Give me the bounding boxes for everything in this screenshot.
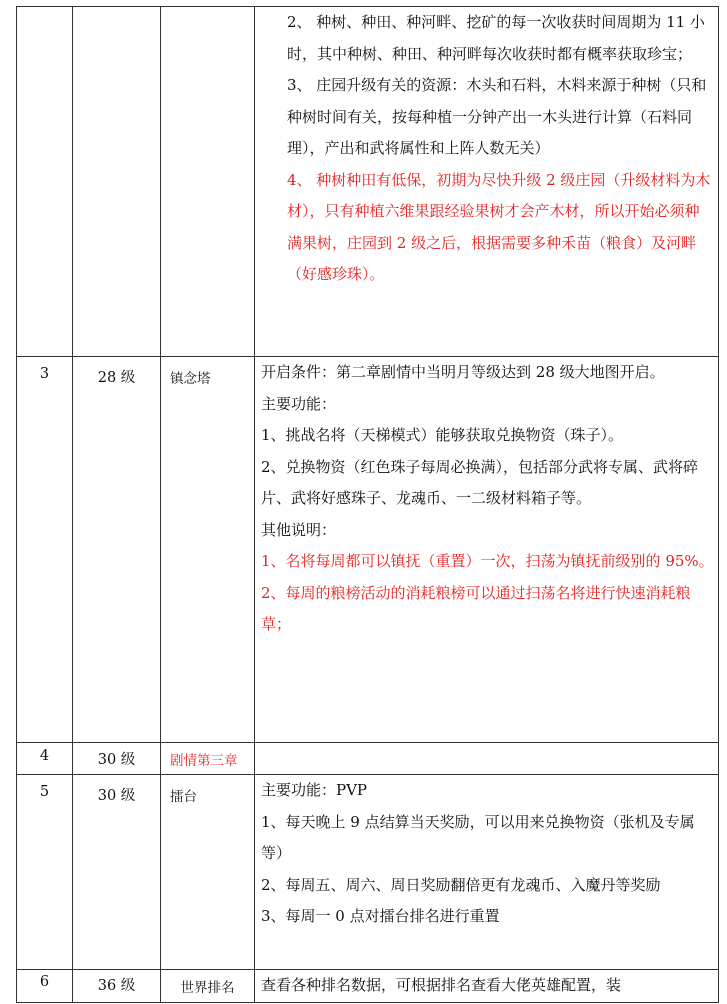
row-name: 镇念塔 [161, 357, 255, 743]
row-number: 5 [17, 775, 73, 970]
desc-cell [255, 743, 719, 775]
table-row [17, 7, 719, 357]
row-number: 3 [17, 357, 73, 743]
row-level: 36 级 [73, 970, 161, 1003]
table-row [17, 970, 719, 1003]
row-number: 6 [17, 970, 73, 1003]
row-name: 剧情第三章 [161, 743, 255, 775]
table-row [17, 743, 719, 775]
list-item: 2、每周五、周六、周日奖励翻倍更有龙魂币、入魔丹等奖励 [261, 875, 661, 894]
section-title: 其他说明： [261, 520, 337, 539]
row-number: 4 [17, 743, 73, 775]
row-level: 30 级 [73, 775, 161, 970]
num-cell [17, 7, 73, 357]
list-item: 2、 种树、种田、种河畔、挖矿的每一次收获时间周期为 11 小时，其中种树、种田、种河畔每次收获时都有概率获取珍宝； [287, 13, 705, 63]
row-name: 世界排名 [161, 970, 255, 1003]
list-item: 3、 庄园升级有关的资源：木头和石料，木料来源于种树（只和种树时间有关，按每种植一分钟产出一木头进行计算（石料同理），产出和武将属性和上阵人数无关） [287, 76, 707, 157]
desc-cell [255, 970, 719, 1003]
desc-cell [255, 775, 719, 970]
row-level: 28 级 [73, 357, 161, 743]
open-condition: 开启条件：第二章剧情中当明月等级达到 28 级大地图开启。 [261, 363, 665, 381]
row-name: 擂台 [161, 775, 255, 970]
section-title: 主要功能：PVP [261, 781, 368, 799]
level-cell [73, 7, 161, 357]
feature-table [16, 6, 719, 1003]
list-item: 2、每周的粮榜活动的消耗粮榜可以通过扫荡名将进行快速消耗粮草； [261, 583, 691, 633]
list-item: 4、 种树种田有低保，初期为尽快升级 2 级庄园（升级材料为木材），只有种植六维果跟经验果树才会产木材，所以开始必须种满果树，庄园到 2 级之后，根据需要多种禾苗（粮食）及河畔（好感珍珠）。 [287, 170, 711, 283]
section-title: 主要功能： [261, 394, 337, 413]
list-item: 2、兑换物资（红色珠子每周必换满），包括部分武将专属、武将碎片、武将好感珠子、龙魂币、一二级材料箱子等。 [261, 457, 699, 507]
list-item: 1、每天晚上 9 点结算当天奖励，可以用来兑换物资（张机及专属等） [261, 812, 695, 862]
table-row [17, 357, 719, 743]
list-item: 1、挑战名将（天梯模式）能够获取兑换物资（珠子）。 [261, 426, 624, 444]
desc-cell [255, 357, 719, 743]
list-item: 3、每周一 0 点对擂台排名进行重置 [261, 907, 500, 925]
name-cell [161, 7, 255, 357]
list-item: 1、名将每周都可以镇抚（重置）一次，扫荡为镇抚前级别的 95%。 [261, 552, 714, 570]
desc-cell [255, 7, 719, 357]
row-level: 30 级 [73, 743, 161, 775]
table-row [17, 775, 719, 970]
row-description: 查看各种排名数据，可根据排名查看大佬英雄配置，装 [261, 976, 622, 994]
